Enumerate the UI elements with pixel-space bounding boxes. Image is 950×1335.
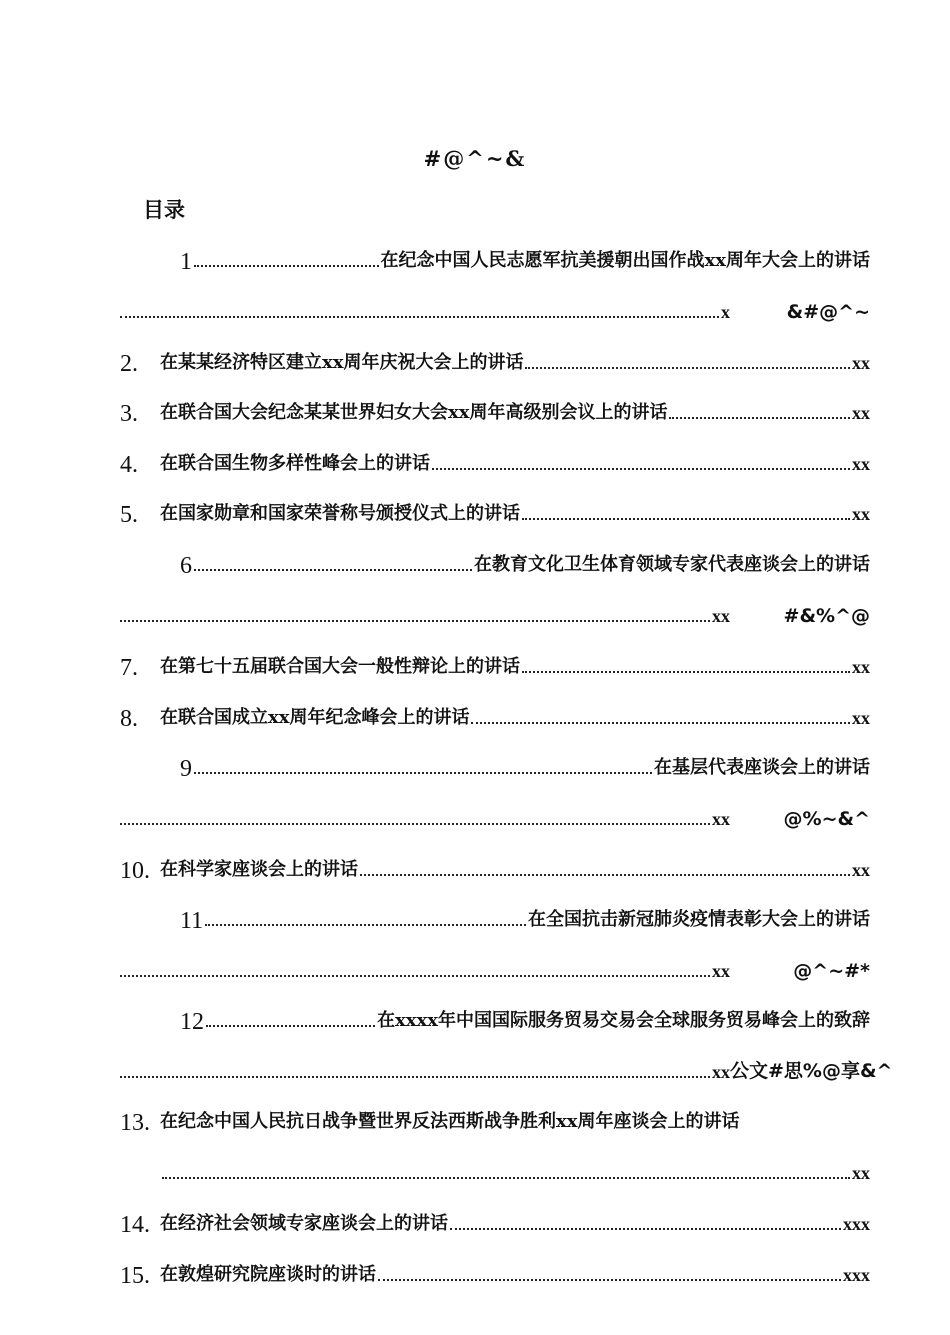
toc-entry-title: 在联合国成立xx周年纪念峰会上的讲话 xyxy=(160,707,470,728)
dot-leader xyxy=(471,722,850,724)
toc-entry-6-continuation xyxy=(120,593,870,629)
toc-entry-5[interactable] xyxy=(120,491,870,527)
toc-entry-number: 5. xyxy=(120,502,138,528)
dot-leader xyxy=(120,620,710,622)
toc-entry-15[interactable] xyxy=(120,1252,870,1288)
toc-entry-number: 3. xyxy=(120,401,138,427)
toc-entry-number: 10. xyxy=(120,858,150,884)
toc-title: 目录 xyxy=(143,197,185,222)
dot-leader xyxy=(120,1076,710,1078)
dot-leader xyxy=(522,518,850,520)
dot-leader xyxy=(120,975,710,977)
toc-entry-13-continuation xyxy=(120,1150,870,1186)
toc-entry-11[interactable] xyxy=(120,897,870,933)
toc-entry-10[interactable] xyxy=(120,847,870,883)
toc-entry-number: 2. xyxy=(120,351,138,377)
toc-entry-number: 12 xyxy=(180,1009,204,1035)
toc-entry-page: xx xyxy=(852,657,870,677)
toc-entry-page: xxx xyxy=(843,1214,870,1234)
dot-leader xyxy=(120,823,710,825)
dot-leader xyxy=(525,367,850,369)
toc-entry-number: 11 xyxy=(180,908,204,934)
toc-entry-title: 在科学家座谈会上的讲话 xyxy=(160,859,358,880)
dot-leader xyxy=(194,569,472,571)
toc-entry-title: 在第七十五届联合国大会一般性辩论上的讲话 xyxy=(160,656,520,677)
toc-entry-12-continuation xyxy=(120,1049,893,1085)
toc-entry-page: xx xyxy=(852,454,870,474)
watermark-symbols: @%~&^ xyxy=(783,808,870,830)
dot-leader xyxy=(206,1025,375,1027)
dot-leader xyxy=(205,924,526,926)
toc-entry-4[interactable] xyxy=(120,441,870,477)
toc-entry-1[interactable] xyxy=(120,238,870,274)
toc-entry-page: xxx xyxy=(843,1265,870,1285)
toc-entry-11-continuation xyxy=(120,948,870,984)
toc-entry-9[interactable] xyxy=(120,745,870,781)
watermark-symbols: &#@^~ xyxy=(786,301,870,323)
dot-leader xyxy=(194,265,379,267)
toc-entry-page: xx xyxy=(852,860,870,880)
toc-entry-number: 1 xyxy=(180,249,192,275)
toc-entry-title: 在敦煌研究院座谈时的讲话 xyxy=(160,1264,376,1285)
dot-leader xyxy=(162,1177,850,1179)
toc-entry-3[interactable] xyxy=(120,390,870,426)
toc-entry-title: 在xxxx年中国国际服务贸易交易会全球服务贸易峰会上的致辞 xyxy=(377,1010,870,1031)
toc-entry-number: 4. xyxy=(120,452,138,478)
toc-entry-8[interactable] xyxy=(120,695,870,731)
toc-entry-2[interactable] xyxy=(120,340,870,376)
toc-entry-page: xx xyxy=(712,606,730,626)
dot-leader xyxy=(669,417,850,419)
toc-entry-title: 在联合国生物多样性峰会上的讲话 xyxy=(160,453,430,474)
toc-entry-page: xx xyxy=(852,403,870,423)
toc-entry-number: 6 xyxy=(180,553,192,579)
toc-entry-title: 在联合国大会纪念某某世界妇女大会xx周年高级别会议上的讲话 xyxy=(160,402,668,423)
toc-entry-7[interactable] xyxy=(120,644,870,680)
toc-entry-title: 在纪念中国人民志愿军抗美援朝出国作战xx周年大会上的讲话 xyxy=(380,250,870,271)
toc-entry-page: xx xyxy=(712,1062,730,1082)
watermark-symbols: 公文#思%@享&^ xyxy=(730,1060,893,1082)
toc-entry-title: 在某某经济特区建立xx周年庆祝大会上的讲话 xyxy=(160,352,524,373)
toc-entry-title: 在国家勋章和国家荣誉称号颁授仪式上的讲话 xyxy=(160,503,520,524)
toc-entry-page: xx xyxy=(852,1163,870,1183)
watermark-symbols: #&%^@ xyxy=(783,605,870,627)
dot-leader xyxy=(522,671,850,673)
toc-entry-number: 9 xyxy=(180,756,192,782)
toc-entry-title: 在基层代表座谈会上的讲话 xyxy=(654,757,870,778)
toc-entry-14[interactable] xyxy=(120,1201,870,1237)
toc-entry-page: xx xyxy=(852,353,870,373)
toc-entry-number: 14. xyxy=(120,1212,150,1238)
dot-leader xyxy=(432,468,850,470)
toc-entry-page: xx xyxy=(852,708,870,728)
toc-entry-13[interactable] xyxy=(120,1099,870,1135)
toc-entry-title: 在经济社会领域专家座谈会上的讲话 xyxy=(160,1213,448,1234)
toc-entry-title: 在纪念中国人民抗日战争暨世界反法西斯战争胜利xx周年座谈会上的讲话 xyxy=(160,1111,740,1132)
dot-leader xyxy=(450,1228,841,1230)
dot-leader xyxy=(194,772,652,774)
toc-entry-number: 15. xyxy=(120,1263,150,1289)
toc-entry-page: xx xyxy=(852,504,870,524)
dot-leader xyxy=(360,874,850,876)
toc-entry-page: x xyxy=(721,302,730,322)
toc-entry-9-continuation xyxy=(120,796,870,832)
toc-entry-12[interactable] xyxy=(120,998,870,1034)
toc-entry-title: 在教育文化卫生体育领域专家代表座谈会上的讲话 xyxy=(474,554,870,575)
toc-entry-page: xx xyxy=(712,961,730,981)
toc-entry-page: xx xyxy=(712,809,730,829)
dot-leader xyxy=(120,316,719,318)
watermark-symbols: @^~#* xyxy=(793,960,870,982)
toc-entry-title: 在全国抗击新冠肺炎疫情表彰大会上的讲话 xyxy=(528,909,870,930)
dot-leader xyxy=(378,1279,841,1281)
page-header-mark: #@^~& xyxy=(423,146,527,171)
toc-entry-1-continuation xyxy=(120,289,870,325)
toc-entry-6[interactable] xyxy=(120,542,870,578)
toc-entry-number: 7. xyxy=(120,655,138,681)
toc-entry-number: 13. xyxy=(120,1110,150,1136)
toc-entry-number: 8. xyxy=(120,706,138,732)
